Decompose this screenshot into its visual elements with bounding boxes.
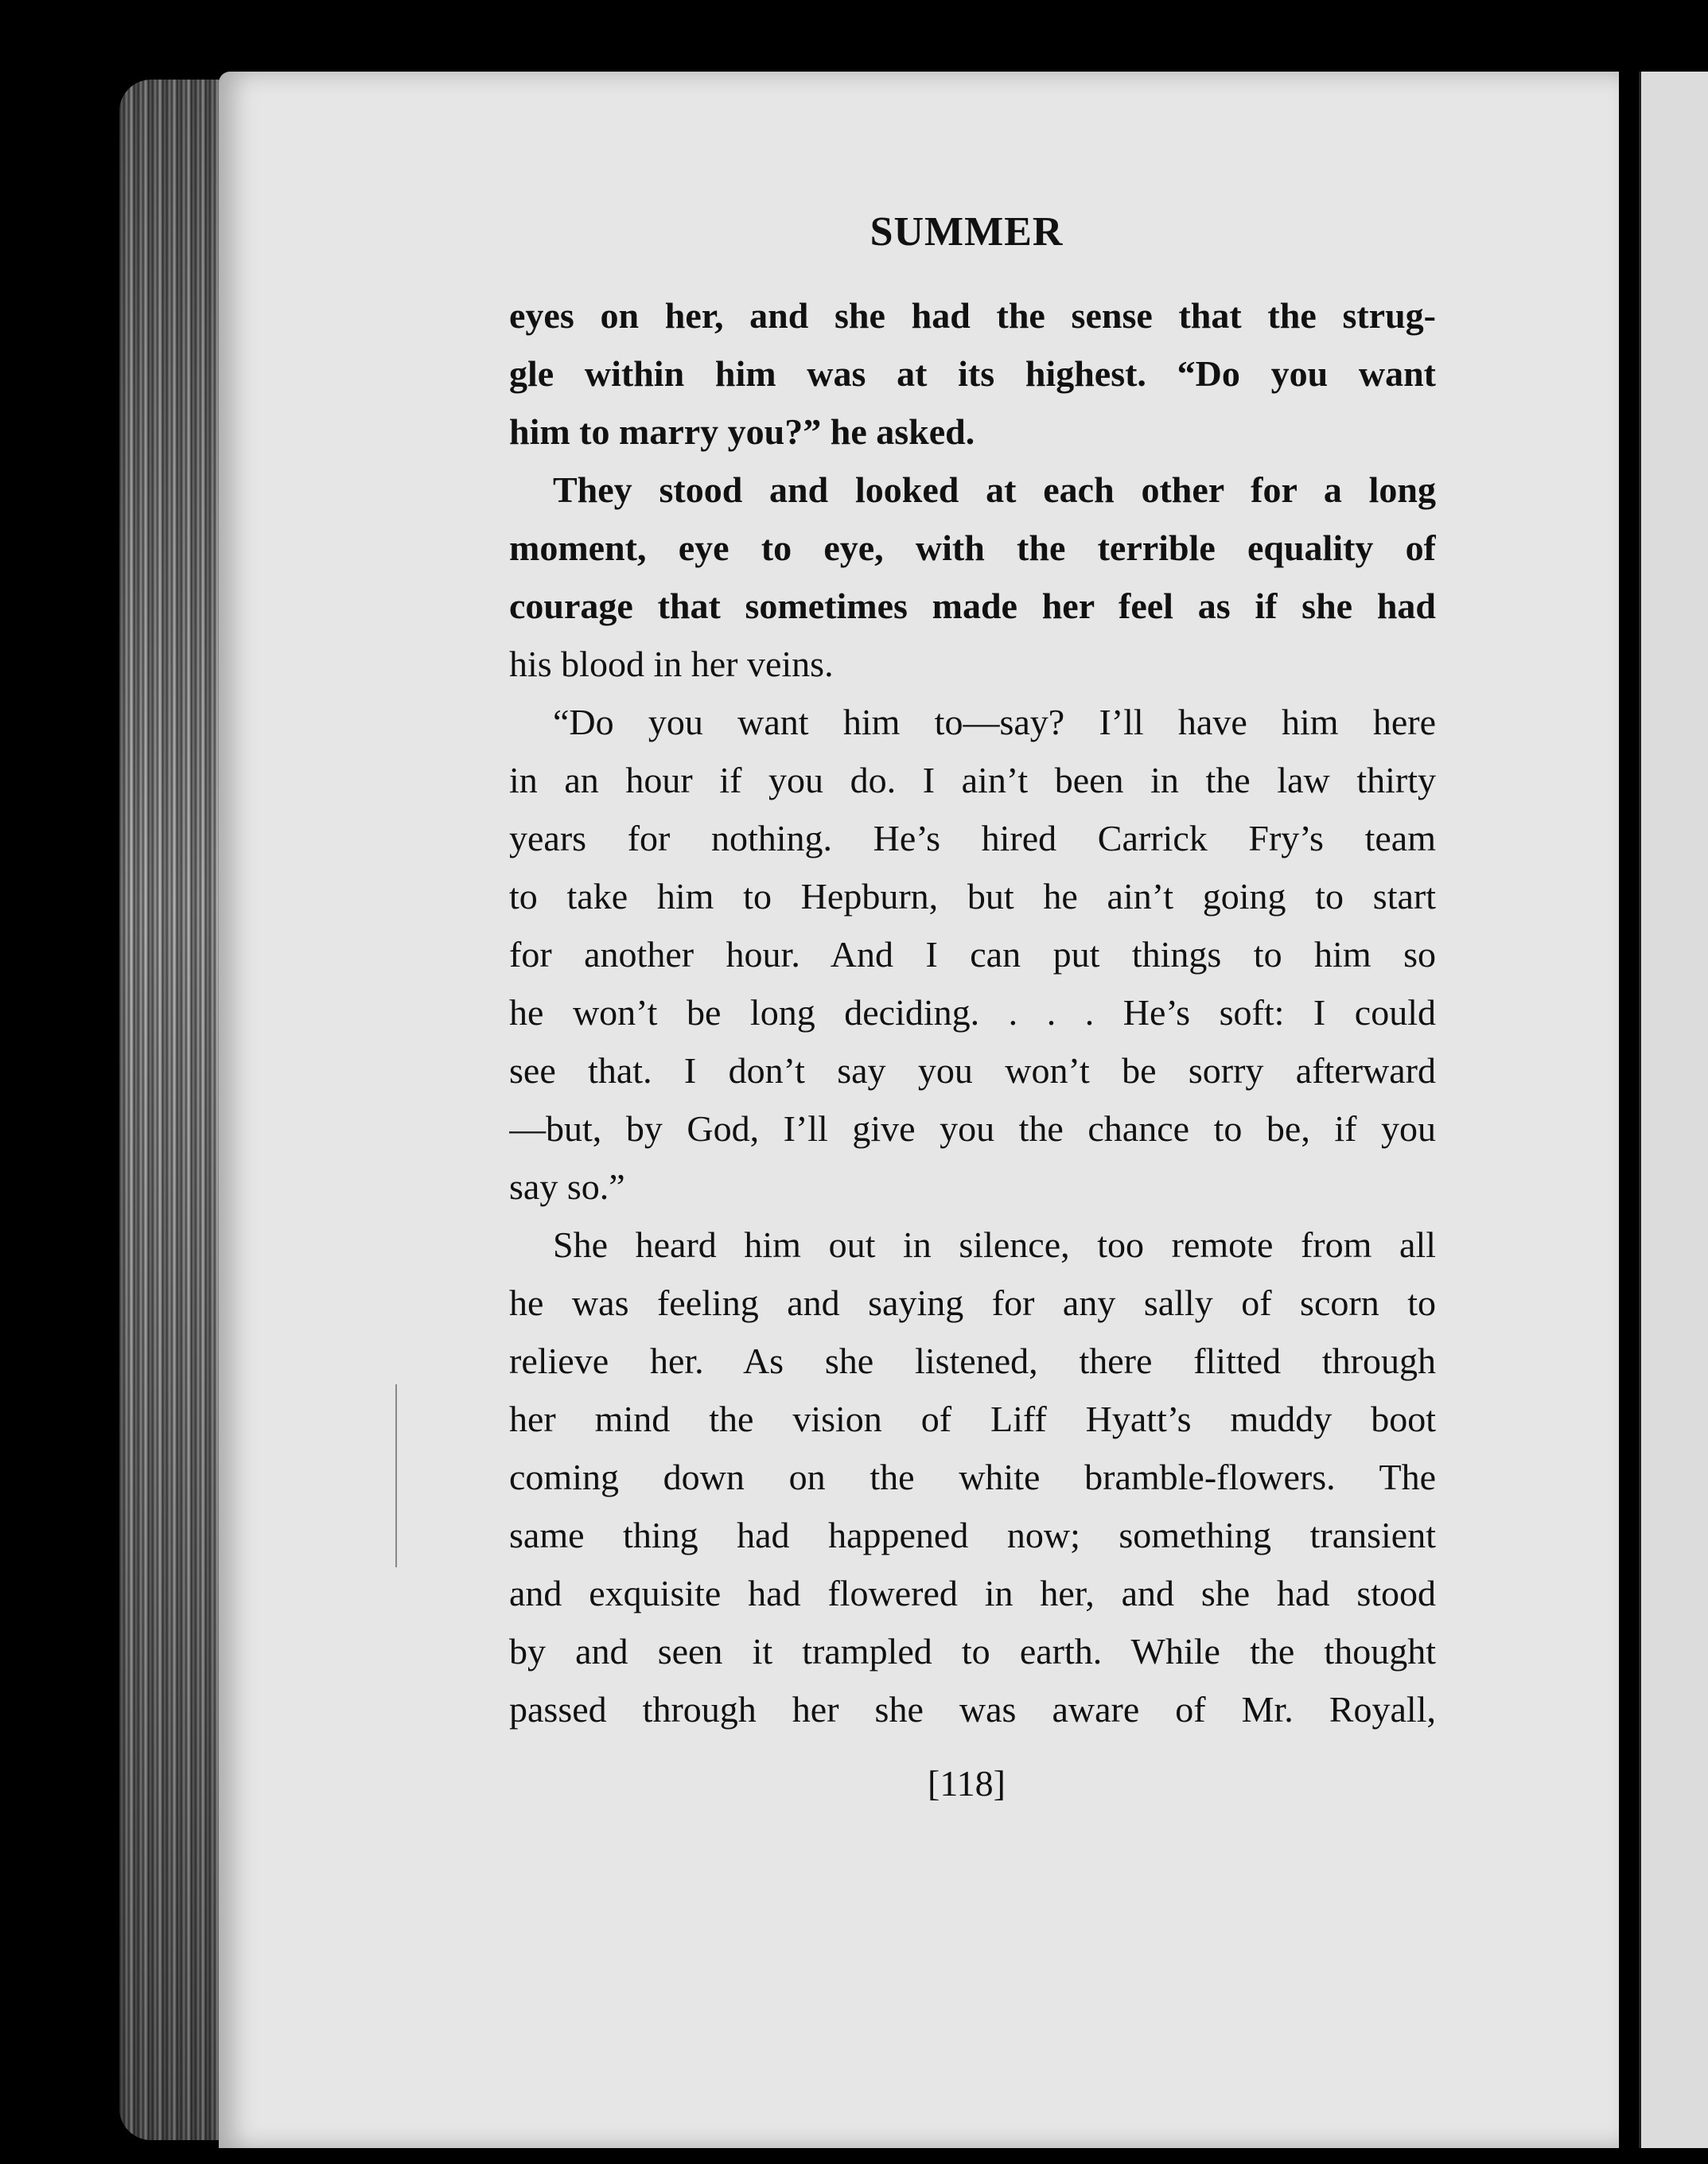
text-line: see that. I don’t say you won’t be sorry afterward [509, 1050, 1436, 1091]
text-line: to take him to Hepburn, but he ain’t going to start [509, 876, 1436, 917]
text-line: him to marry you?” he asked. [509, 411, 975, 452]
margin-pencil-mark [395, 1384, 397, 1567]
text-line: eyes on her, and she had the sense that the strug- [509, 295, 1436, 336]
text-line: gle within him was at its highest. “Do you want [509, 353, 1436, 394]
book-page-edges [119, 80, 223, 2140]
text-line: relieve her. As she listened, there flitted through [509, 1341, 1436, 1381]
text-line: coming down on the white bramble-flowers. The [509, 1457, 1436, 1497]
text-line: his blood in her veins. [509, 644, 834, 684]
text-line: her mind the vision of Liff Hyatt’s muddy boot [509, 1399, 1436, 1439]
text-line: he was feeling and saying for any sally of scorn to [509, 1282, 1436, 1323]
paragraph-start-line: She heard him out in silence, too remote from all [553, 1224, 1436, 1265]
text-line: in an hour if you do. I ain’t been in the law thirty [509, 760, 1436, 800]
text-line: and exquisite had flowered in her, and she had stood [509, 1573, 1436, 1613]
running-head: SUMMER [870, 209, 1064, 255]
text-line: for another hour. And I can put things to him so [509, 934, 1436, 975]
text-line: same thing had happened now; something transient [509, 1515, 1436, 1555]
text-line: he won’t be long deciding. . . . He’s soft: I could [509, 992, 1436, 1033]
text-line: —but, by God, I’ll give you the chance to be, if you [509, 1108, 1436, 1149]
text-line: courage that sometimes made her feel as if she had [509, 586, 1436, 626]
paragraph-start-line: They stood and looked at each other for a long [553, 469, 1436, 510]
adjacent-page-edge [1639, 72, 1708, 2148]
text-line: say so.” [509, 1166, 625, 1207]
text-line: by and seen it trampled to earth. While the thought [509, 1631, 1436, 1672]
page-number: [118] [928, 1763, 1006, 1804]
text-line: moment, eye to eye, with the terrible equality of [509, 527, 1436, 568]
body-text [509, 286, 1436, 1738]
text-line: passed through her she was aware of Mr. Royall, [509, 1689, 1436, 1730]
paragraph-start-line: “Do you want him to—say? I’ll have him here [553, 702, 1436, 742]
text-line: years for nothing. He’s hired Carrick Fry’s team [509, 818, 1436, 858]
